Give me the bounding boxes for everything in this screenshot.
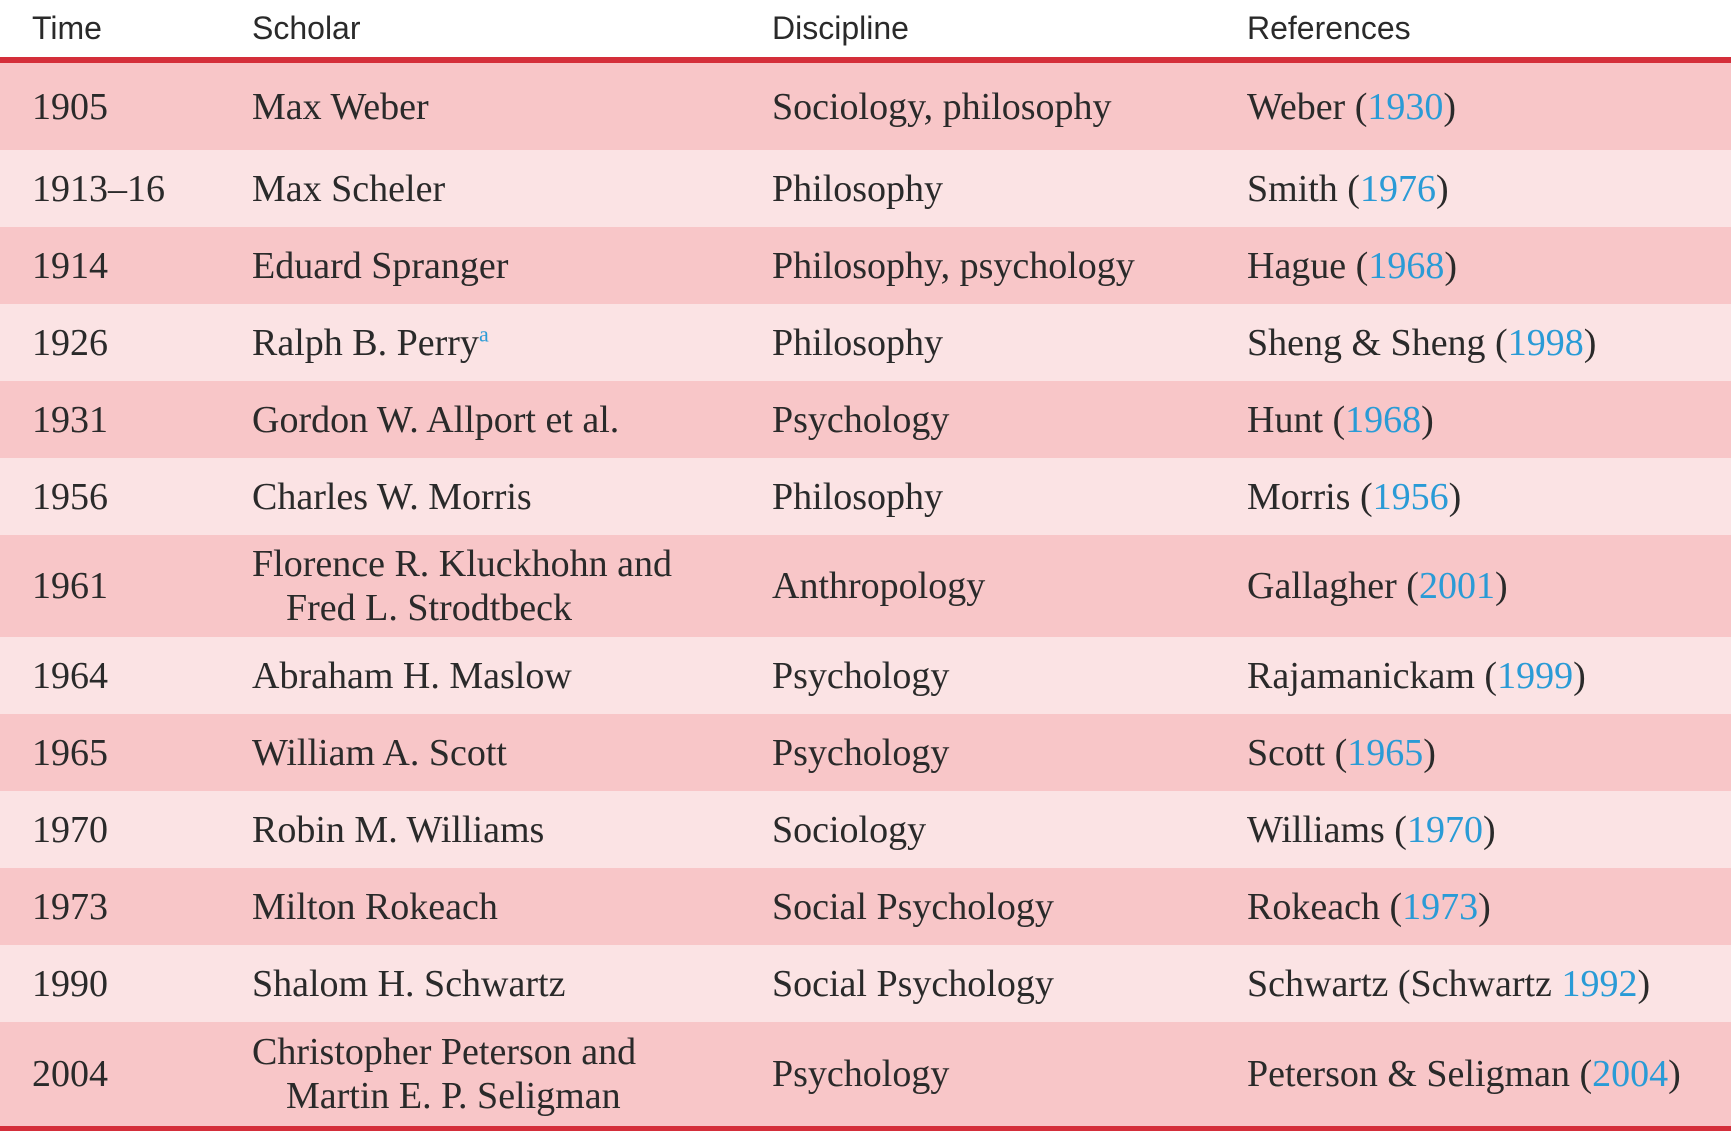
cell-time: 1914 bbox=[0, 227, 230, 304]
cell-time: 1905 bbox=[0, 60, 230, 150]
scholar-name: Eduard Spranger bbox=[252, 244, 509, 287]
reference-close-paren: ) bbox=[1444, 244, 1457, 287]
cell-reference bbox=[1225, 868, 1731, 945]
cell-discipline: Psychology bbox=[760, 637, 1225, 714]
bottom-rule bbox=[0, 1126, 1731, 1131]
cell-discipline: Philosophy bbox=[760, 304, 1225, 381]
cell-reference bbox=[1225, 458, 1731, 535]
reference-author: Schwartz (Schwartz bbox=[1247, 962, 1562, 1005]
scholar-name: Milton Rokeach bbox=[252, 885, 498, 928]
cell-discipline: Social Psychology bbox=[760, 868, 1225, 945]
header-scholar: Scholar bbox=[230, 0, 760, 60]
scholar-name: Max Scheler bbox=[252, 167, 446, 210]
table-row bbox=[0, 150, 1731, 227]
cell-time: 1961 bbox=[0, 535, 230, 637]
cell-discipline: Anthropology bbox=[760, 535, 1225, 637]
cell-discipline: Sociology bbox=[760, 791, 1225, 868]
scholar-name: Ralph B. Perry bbox=[252, 321, 479, 364]
cell-scholar bbox=[230, 791, 760, 868]
cell-scholar bbox=[230, 381, 760, 458]
scholar-name-line1: Florence R. Kluckhohn and bbox=[252, 543, 673, 585]
scholar-name: Gordon W. Allport et al. bbox=[252, 398, 620, 441]
reference-year-link[interactable]: 1968 bbox=[1345, 398, 1422, 441]
cell-time: 1970 bbox=[0, 791, 230, 868]
scholar-name: Robin M. Williams bbox=[252, 808, 545, 851]
table-row bbox=[0, 637, 1731, 714]
reference-close-paren: ) bbox=[1443, 85, 1457, 128]
cell-scholar bbox=[230, 60, 760, 150]
reference-close-paren: ) bbox=[1448, 475, 1462, 518]
reference-author: Rajamanickam ( bbox=[1247, 654, 1498, 697]
reference-author: Williams ( bbox=[1247, 808, 1407, 851]
cell-reference bbox=[1225, 637, 1731, 714]
cell-time: 1931 bbox=[0, 381, 230, 458]
table-row bbox=[0, 1022, 1731, 1126]
footnote-marker[interactable]: a bbox=[478, 320, 489, 346]
cell-reference bbox=[1225, 304, 1731, 381]
reference-close-paren: ) bbox=[1573, 654, 1586, 697]
scholar-name: Abraham H. Maslow bbox=[252, 654, 572, 697]
cell-scholar bbox=[230, 150, 760, 227]
cell-time: 1990 bbox=[0, 945, 230, 1022]
reference-year-link[interactable]: 1956 bbox=[1372, 475, 1449, 518]
cell-discipline: Philosophy bbox=[760, 150, 1225, 227]
cell-scholar bbox=[230, 868, 760, 945]
reference-author: Gallagher ( bbox=[1247, 565, 1419, 607]
cell-scholar bbox=[230, 714, 760, 791]
reference-close-paren: ) bbox=[1494, 565, 1508, 607]
header-row bbox=[0, 0, 1731, 60]
cell-time: 1965 bbox=[0, 714, 230, 791]
header-discipline: Discipline bbox=[760, 0, 1225, 60]
reference-close-paren: ) bbox=[1482, 808, 1496, 851]
cell-discipline: Sociology, philosophy bbox=[760, 60, 1225, 150]
table-row bbox=[0, 304, 1731, 381]
reference-close-paren: ) bbox=[1478, 885, 1491, 928]
cell-time: 2004 bbox=[0, 1022, 230, 1126]
reference-close-paren: ) bbox=[1583, 321, 1597, 364]
cell-time: 1973 bbox=[0, 868, 230, 945]
cell-scholar bbox=[230, 1022, 760, 1126]
cell-scholar bbox=[230, 304, 760, 381]
reference-year-link[interactable]: 1968 bbox=[1368, 244, 1445, 287]
cell-reference bbox=[1225, 791, 1731, 868]
cell-scholar bbox=[230, 945, 760, 1022]
table-row bbox=[0, 791, 1731, 868]
reference-year-link[interactable]: 2001 bbox=[1418, 565, 1495, 607]
cell-scholar bbox=[230, 227, 760, 304]
reference-author: Rokeach ( bbox=[1247, 885, 1403, 928]
scholar-name-line2: Fred L. Strodtbeck bbox=[286, 587, 573, 629]
cell-scholar bbox=[230, 535, 760, 637]
table-row bbox=[0, 381, 1731, 458]
table-row bbox=[0, 227, 1731, 304]
cell-reference bbox=[1225, 150, 1731, 227]
cell-reference bbox=[1225, 714, 1731, 791]
reference-year-link[interactable]: 1998 bbox=[1507, 321, 1584, 364]
cell-reference bbox=[1225, 1022, 1731, 1126]
cell-time: 1964 bbox=[0, 637, 230, 714]
cell-reference bbox=[1225, 945, 1731, 1022]
reference-year-link[interactable]: 1976 bbox=[1359, 167, 1436, 210]
cell-reference bbox=[1225, 60, 1731, 150]
cell-scholar bbox=[230, 458, 760, 535]
table-header bbox=[0, 0, 1731, 60]
cell-discipline: Social Psychology bbox=[760, 945, 1225, 1022]
reference-year-link[interactable]: 1965 bbox=[1347, 731, 1424, 774]
table-row bbox=[0, 60, 1731, 150]
reference-year-link[interactable]: 2004 bbox=[1592, 1053, 1669, 1095]
cell-reference bbox=[1225, 227, 1731, 304]
header-time: Time bbox=[0, 0, 230, 60]
reference-close-paren: ) bbox=[1423, 731, 1436, 774]
cell-reference bbox=[1225, 535, 1731, 637]
table-row bbox=[0, 945, 1731, 1022]
cell-discipline: Psychology bbox=[760, 714, 1225, 791]
reference-author: Sheng & Sheng ( bbox=[1247, 321, 1508, 364]
reference-author: Hague ( bbox=[1247, 244, 1369, 287]
reference-author: Hunt ( bbox=[1247, 398, 1346, 441]
reference-year-link[interactable]: 1973 bbox=[1402, 885, 1479, 928]
cell-discipline: Psychology bbox=[760, 1022, 1225, 1126]
cell-discipline: Philosophy, psychology bbox=[760, 227, 1225, 304]
table-row bbox=[0, 535, 1731, 637]
scholar-name: William A. Scott bbox=[252, 731, 507, 774]
cell-time: 1956 bbox=[0, 458, 230, 535]
reference-year-link[interactable]: 1970 bbox=[1406, 808, 1483, 851]
reference-author: Morris ( bbox=[1247, 475, 1373, 518]
scholar-name: Shalom H. Schwartz bbox=[252, 962, 566, 1005]
scholar-name: Max Weber bbox=[252, 85, 429, 128]
cell-discipline: Philosophy bbox=[760, 458, 1225, 535]
reference-author: Smith ( bbox=[1247, 167, 1360, 210]
scholar-name: Charles W. Morris bbox=[252, 475, 532, 518]
scholar-name-line1: Christopher Peterson and bbox=[252, 1031, 637, 1073]
reference-close-paren: ) bbox=[1637, 962, 1651, 1005]
reference-year-link[interactable]: 1999 bbox=[1497, 654, 1574, 697]
table-row bbox=[0, 458, 1731, 535]
cell-time: 1913–16 bbox=[0, 150, 230, 227]
reference-author: Weber ( bbox=[1247, 85, 1368, 128]
cell-discipline: Psychology bbox=[760, 381, 1225, 458]
table-row bbox=[0, 868, 1731, 945]
reference-close-paren: ) bbox=[1421, 398, 1434, 441]
reference-close-paren: ) bbox=[1668, 1053, 1681, 1095]
cell-time: 1926 bbox=[0, 304, 230, 381]
table-row bbox=[0, 714, 1731, 791]
reference-author: Scott ( bbox=[1247, 731, 1348, 774]
reference-close-paren: ) bbox=[1435, 167, 1449, 210]
reference-year-link[interactable]: 1930 bbox=[1367, 85, 1444, 128]
reference-year-link[interactable]: 1992 bbox=[1561, 962, 1638, 1005]
scholar-name-line2: Martin E. P. Seligman bbox=[286, 1075, 621, 1117]
reference-author: Peterson & Seligman ( bbox=[1247, 1053, 1593, 1095]
cell-reference bbox=[1225, 381, 1731, 458]
header-references: References bbox=[1225, 0, 1731, 60]
table-body bbox=[0, 60, 1731, 1126]
cell-scholar bbox=[230, 637, 760, 714]
